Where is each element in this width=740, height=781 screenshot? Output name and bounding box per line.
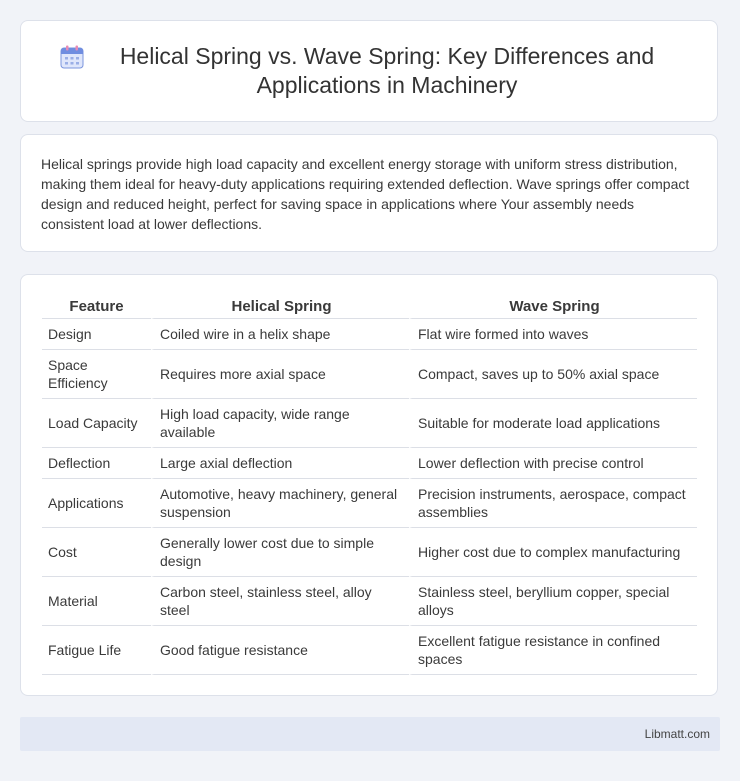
feature-cell: Space Efficiency: [42, 350, 151, 399]
helical-cell: Generally lower cost due to simple design: [151, 528, 409, 577]
feature-cell: Design: [42, 319, 151, 350]
feature-cell: Applications: [42, 479, 151, 528]
header-card: [20, 20, 718, 122]
helical-cell: Large axial deflection: [151, 448, 409, 479]
column-header-feature: Feature: [42, 295, 151, 319]
table-row: [42, 528, 697, 577]
wave-cell: Precision instruments, aerospace, compact assemblies: [409, 479, 697, 528]
feature-cell: Deflection: [42, 448, 151, 479]
helical-cell: Requires more axial space: [151, 350, 409, 399]
column-header-wave-spring: Wave Spring: [409, 295, 697, 319]
wave-cell: Flat wire formed into waves: [409, 319, 697, 350]
table-header-row: [42, 295, 697, 319]
column-header-helical-spring: Helical Spring: [151, 295, 409, 319]
helical-cell: Carbon steel, stainless steel, alloy steel: [151, 577, 409, 626]
calendar-icon: [59, 44, 85, 70]
table-row: [42, 577, 697, 626]
helical-cell: Coiled wire in a helix shape: [151, 319, 409, 350]
table-row: [42, 479, 697, 528]
site-link[interactable]: Libmatt.com: [644, 727, 710, 741]
feature-cell: Fatigue Life: [42, 626, 151, 675]
wave-cell: Higher cost due to complex manufacturing: [409, 528, 697, 577]
wave-cell: Excellent fatigue resistance in confined spaces: [409, 626, 697, 675]
wave-cell: Compact, saves up to 50% axial space: [409, 350, 697, 399]
feature-cell: Load Capacity: [42, 399, 151, 448]
wave-cell: Lower deflection with precise control: [409, 448, 697, 479]
wave-cell: Stainless steel, beryllium copper, special alloys: [409, 577, 697, 626]
comparison-table: [42, 295, 697, 675]
helical-cell: Good fatigue resistance: [151, 626, 409, 675]
page-title: Helical Spring vs. Wave Spring: Key Differences and Applications in Machinery: [119, 43, 655, 98]
footer-bar: [20, 717, 720, 751]
table-row: [42, 350, 697, 399]
helical-cell: High load capacity, wide range available: [151, 399, 409, 448]
summary-text: Helical springs provide high load capacity and excellent energy storage with uniform stress distribution, making them ideal for heavy-duty applications requiring extended deflection. Wave springs offer compact design and reduced height, perfect for saving space in applications where Your assembly needs consistent load at lower deflections.: [41, 156, 690, 232]
table-row: [42, 448, 697, 479]
feature-cell: Cost: [42, 528, 151, 577]
feature-cell: Material: [42, 577, 151, 626]
table-row: [42, 626, 697, 675]
helical-cell: Automotive, heavy machinery, general suspension: [151, 479, 409, 528]
table-row: [42, 319, 697, 350]
wave-cell: Suitable for moderate load applications: [409, 399, 697, 448]
title-wrap: [59, 42, 679, 100]
table-row: [42, 399, 697, 448]
summary-card: [20, 134, 718, 252]
comparison-table-card: [20, 274, 718, 696]
